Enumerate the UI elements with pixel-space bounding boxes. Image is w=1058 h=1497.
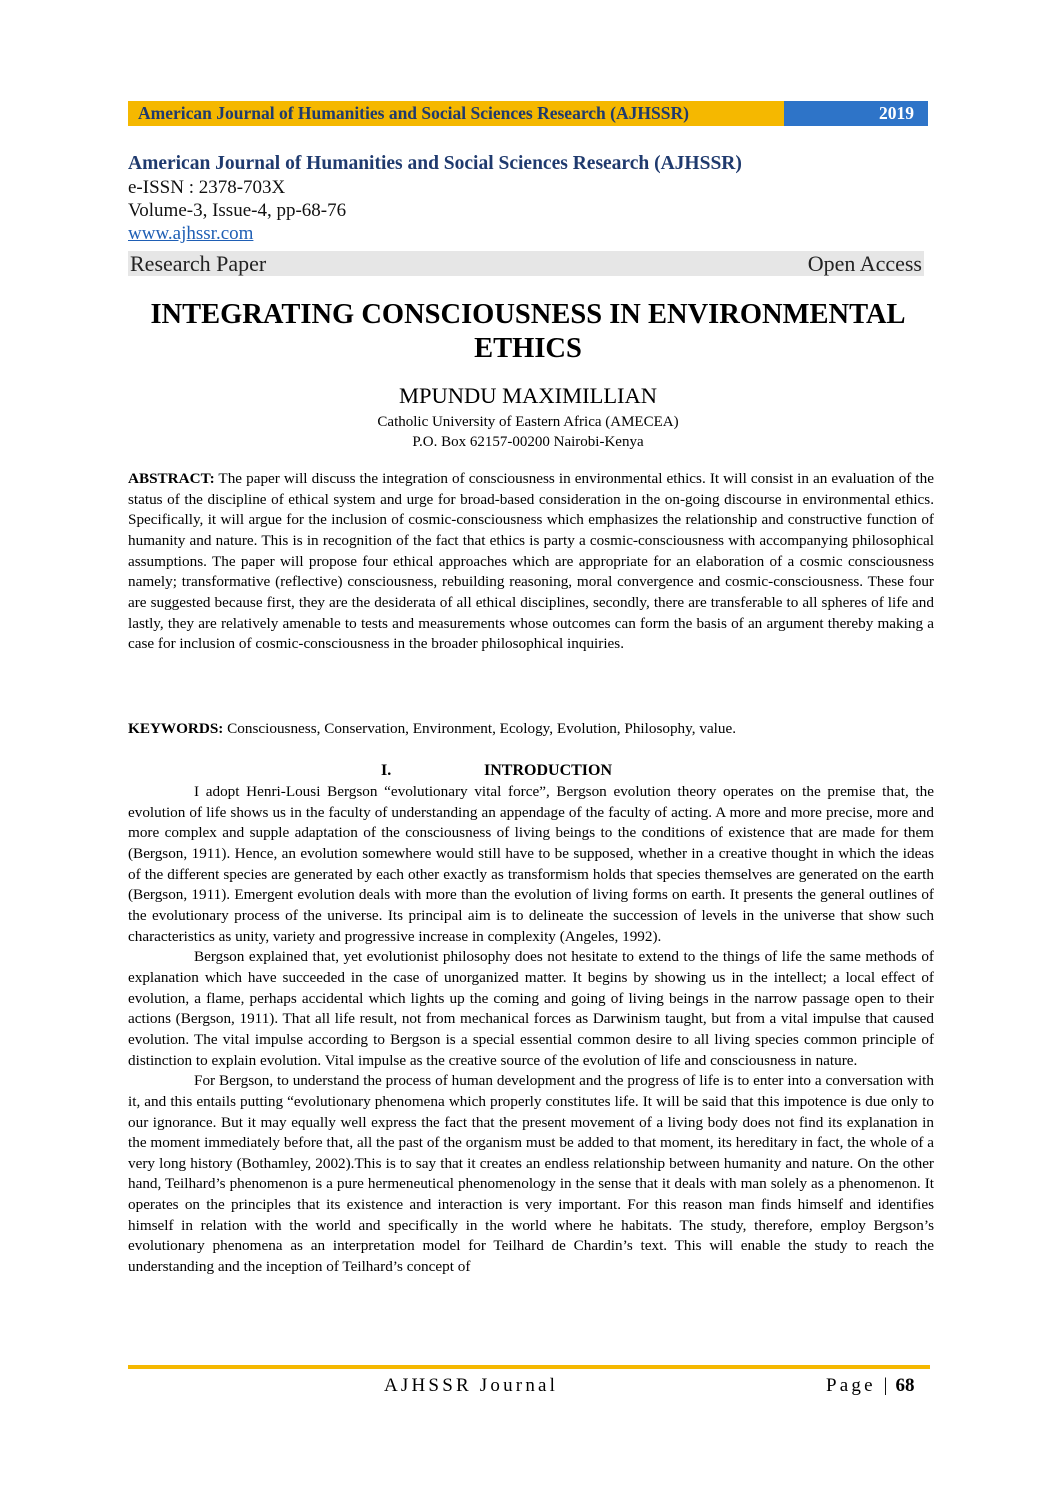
running-header-year: 2019 <box>784 101 928 126</box>
author-name: MPUNDU MAXIMILLIAN <box>398 383 658 408</box>
paper-title-line-1: INTEGRATING CONSCIOUSNESS IN ENVIRONMENTAL <box>150 299 906 330</box>
paper-title-line-2: ETHICS <box>474 333 582 364</box>
abstract <box>128 469 934 655</box>
keywords-text: Consciousness, Conservation, Environment, Ecology, Evolution, Philosophy, value. <box>223 720 737 737</box>
masthead-issn: e-ISSN : 2378-703X <box>128 177 286 198</box>
paragraph: For Bergson, to understand the process of human development and the progress of life is to enter into a conversation with it, and this entails putting “evolutionary phenomena which properly constitutes life. It will be said that this impotence is due only to our ignorance. But it may equally well express the fact that the present movement of a living body does not find its explanation in the moment immediately before that, all the past of the organism must be added to that moment, its hereditary in fact, the whole of a very long history (Bothamley, 2002).This is to say that it creates an endless relationship between humanity and nature. On the other hand, Teilhard’s phenomenon is a pure hermeneutical phenomenology in the sense that it deals with man solely as a phenomenon. It operates on the principles that its existence and interaction is very important. For this reason man finds himself and identifies himself in relation with the world and specifically in the world where he habitats. The study, therefore, employ Bergson’s evolutionary phenomena as an interpretation model for Teilhard de Chardin’s text. This will enable the study to reach the understanding and the inception of Teilhard’s concept of <box>128 1072 934 1276</box>
footer-divider <box>128 1365 930 1369</box>
author-address: P.O. Box 62157-00200 Nairobi-Kenya <box>412 434 644 450</box>
abstract-text: The paper will discuss the integration of consciousness in environmental ethics. It will consist in an evaluation of the status of the discipline of ethical system and urge for broad-based consideration in the on-going discourse in environmental ethics. Specifically, it will argue for the inclusion of cosmic-consciousness which emphasizes the relationship and constructive function of humanity and nature. This is in recognition of the fact that ethics is party a cosmic-consciousness with accompanying philosophical assumptions. The paper will propose four ethical approaches which are appropriate for an elaboration of a cosmic consciousness namely; transformative (reflective) consciousness, rebuilding reasoning, moral convergence and cosmic-consciousness. These four are suggested because first, they are the desiderata of all ethical disciplines, secondly, there are transferable to all spheres of life and lastly, they are relatively amenable to tests and measurements whose outcomes can form the basis of an argument thereby making a case for inclusion of cosmic-consciousness in the broader philosophical inquiries. <box>128 470 934 653</box>
introduction-body <box>128 782 934 1278</box>
footer-journal: AJHSSR Journal <box>384 1375 559 1396</box>
paragraph: I adopt Henri-Lousi Bergson “evolutionary vital force”, Bergson evolution theory operates on the premise that, the evolution of life shows us in the faculty of understanding an appendage of the faculty of acting. A more and more precise, more and more complex and supple adaptation of the consciousness of living beings to the conditions of existence that are made for them (Bergson, 1911). Hence, an evolution somewhere would still have to be supposed, whether in a creative thought in which the ideas of the different species are generated by each other exactly as transformism holds that species themselves are generated on the earth (Bergson, 1911). Emergent evolution deals with more than the evolution of living forms on earth. It presents the general outlines of the evolutionary process of the universe. Its principal aim is to delineate the succession of levels in the universe that show such characteristics as unity, variety and progressive increase in complexity (Angeles, 1992). <box>128 783 934 945</box>
running-header-journal: American Journal of Humanities and Social Sciences Research (AJHSSR) <box>128 101 784 126</box>
section-number: I. <box>381 762 392 779</box>
footer-page-label: Page | <box>826 1375 891 1396</box>
section-title: INTRODUCTION <box>484 762 613 779</box>
keywords <box>128 719 934 739</box>
paragraph: Bergson explained that, yet evolutionist philosophy does not hesitate to extend to the things of life the same methods of explanation which have succeeded in the case of unorganized matter. It begins by showing us in the intellect; a local effect of evolution, a flame, perhaps accidental which lights up the coming and going of living beings in the narrow passage open to their actions (Bergson, 1911). That all life result, not from mechanical forces as Darwinism taught, but from a vital impulse that caused evolution. The vital impulse according to Bergson is a special essential common desire to all living species common principle of distinction to explain evolution. Vital impulse as the creative source of the evolution of life and consciousness in nature. <box>128 948 934 1069</box>
masthead-journal-name: American Journal of Humanities and Social Sciences Research (AJHSSR) <box>128 153 742 174</box>
masthead <box>128 152 928 245</box>
article-type: Research Paper <box>130 251 267 276</box>
article-type-bar <box>128 251 924 276</box>
footer-page <box>826 1375 914 1397</box>
masthead-volume: Volume-3, Issue-4, pp-68-76 <box>128 200 347 221</box>
masthead-website-link[interactable]: www.ajhssr.com <box>128 223 254 244</box>
keywords-label: KEYWORDS: <box>128 720 224 737</box>
abstract-label: ABSTRACT: <box>128 470 215 487</box>
running-header <box>128 101 928 126</box>
access-type: Open Access <box>807 251 922 276</box>
paper-title <box>128 298 928 366</box>
footer-page-number: 68 <box>895 1375 915 1396</box>
author-affiliation: Catholic University of Eastern Africa (AMECEA) <box>377 414 679 430</box>
